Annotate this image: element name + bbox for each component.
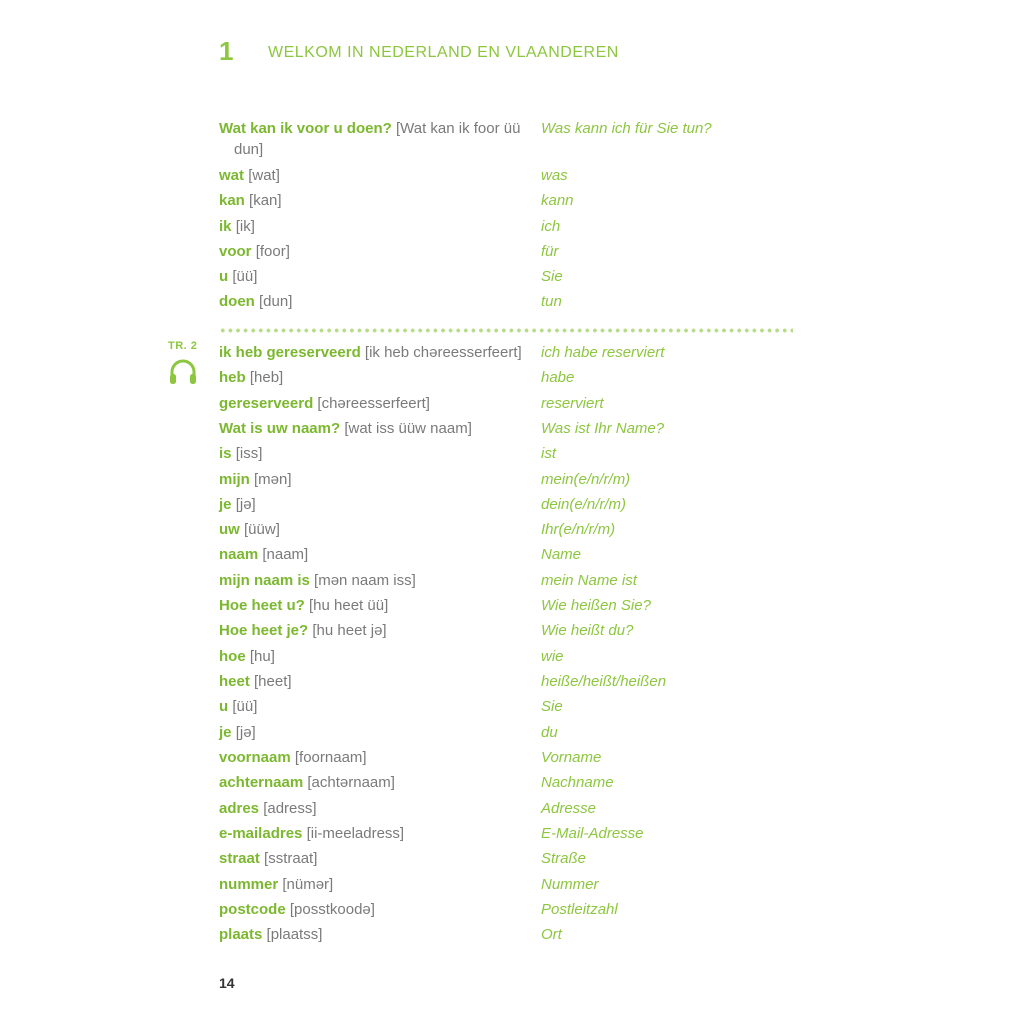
german-translation: was [541,167,568,184]
pronunciation: [posstkoodə] [289,901,375,918]
pronunciation: [jə] [235,496,256,513]
german-translation: Wie heißen Sie? [541,597,651,614]
pronunciation: [foor] [255,243,290,260]
pronunciation: [plaatss] [266,926,323,943]
german-translation: Straße [541,850,587,867]
vocab-term [219,620,524,641]
dutch-term: Hoe heet u? [219,597,305,614]
dutch-term: Wat is uw naam? [219,420,341,437]
vocab-term [219,924,524,945]
pronunciation: [wat] [248,167,280,184]
dutch-term: u [219,698,229,715]
dutch-term: voor [219,243,252,260]
pronunciation: [hu] [249,648,275,665]
german-translation: mein Name ist [541,572,637,589]
german-translation: E-Mail-Adresse [541,825,644,842]
vocab-term [219,418,524,439]
vocab-term [219,823,524,844]
pronunciation: [achtərnaam] [307,774,395,791]
german-translation: Nachname [541,774,614,791]
pronunciation: [ik] [235,218,255,235]
german-translation: Was kann ich für Sie tun? [541,120,712,137]
dutch-term: mijn naam is [219,572,310,589]
chapter-number: 1 [219,36,234,66]
dutch-term: Hoe heet je? [219,622,309,639]
dutch-term: u [219,268,229,285]
german-translation: dein(e/n/r/m) [541,496,627,513]
vocab-term [219,544,524,565]
dutch-term: ik heb gereserveerd [219,344,361,361]
german-translation: du [541,724,558,741]
dutch-term: doen [219,293,255,310]
dutch-term: gereserveerd [219,395,314,412]
vocab-term [219,899,524,920]
vocab-term [219,118,539,160]
vocab-term [219,671,524,692]
vocab-term [219,216,524,237]
vocab-term [219,798,524,819]
german-translation: Vorname [541,749,602,766]
vocab-term [219,570,524,591]
dutch-term: uw [219,521,240,538]
pronunciation: [kan] [249,192,282,209]
pronunciation: [üü] [232,268,258,285]
german-translation: heiße/heißt/heißen [541,673,667,690]
vocab-term [219,519,524,540]
dutch-term: is [219,445,232,462]
vocab-term [219,393,524,414]
pronunciation: [Wat kan ik foor üü dun] [234,120,521,158]
german-translation: habe [541,369,575,386]
vocab-term [219,722,524,743]
dutch-term: heb [219,369,246,386]
german-translation: Ihr(e/n/r/m) [541,521,616,538]
german-translation: Was ist Ihr Name? [541,420,665,437]
german-translation: wie [541,648,564,665]
vocab-term [219,646,524,667]
dutch-term: wat [219,167,245,184]
pronunciation: [sstraat] [264,850,318,867]
pronunciation: [foornaam] [294,749,367,766]
vocab-term [219,190,524,211]
pronunciation: [chəreesserfeert] [317,395,430,412]
dutch-term: je [219,496,232,513]
vocab-term [219,696,524,717]
dutch-term: mijn [219,471,250,488]
german-translation: Adresse [541,800,597,817]
vocab-term [219,848,524,869]
pronunciation: [dun] [259,293,293,310]
dutch-term: nummer [219,876,279,893]
dutch-term: Wat kan ik voor u doen? [219,120,392,137]
pronunciation: [mən] [254,471,292,488]
german-translation: Postleitzahl [541,901,618,918]
pronunciation: [üüw] [244,521,280,538]
dutch-term: heet [219,673,250,690]
vocab-term [219,266,524,287]
chapter-title: WELKOM IN NEDERLAND EN VLAANDEREN [268,44,619,61]
vocab-term [219,469,524,490]
vocab-term [219,291,524,312]
vocab-term [219,443,524,464]
dutch-term: ik [219,218,232,235]
german-translation: für [541,243,559,260]
pronunciation: [wat iss üüw naam] [344,420,472,437]
vocab-term [219,494,524,515]
headphones-icon [168,358,198,386]
pronunciation: [hu heet jə] [312,622,387,639]
pronunciation: [heb] [249,369,284,386]
dutch-term: e-mailadres [219,825,303,842]
pronunciation: [heet] [254,673,292,690]
pronunciation: [üü] [232,698,258,715]
pronunciation: [naam] [262,546,309,563]
pronunciation: [iss] [235,445,263,462]
pronunciation: [ii-meeladress] [306,825,405,842]
dutch-term: plaats [219,926,263,943]
german-translation: reserviert [541,395,604,412]
dotted-divider [219,328,793,333]
vocab-term [219,747,524,768]
page-number: 14 [219,975,235,991]
pronunciation: [hu heet üü] [309,597,389,614]
dutch-term: hoe [219,648,246,665]
vocab-term [219,342,524,363]
german-translation: ich habe reserviert [541,344,665,361]
german-translation: Sie [541,268,563,285]
german-translation: ist [541,445,556,462]
dutch-term: voornaam [219,749,291,766]
pronunciation: [ik heb chəreesserfeert] [364,344,522,361]
dutch-term: je [219,724,232,741]
vocab-term [219,165,524,186]
dutch-term: straat [219,850,260,867]
pronunciation: [mən naam iss] [314,572,416,589]
dutch-term: adres [219,800,260,817]
german-translation: tun [541,293,562,310]
german-translation: Nummer [541,876,599,893]
german-translation: mein(e/n/r/m) [541,471,631,488]
track-label: TR. 2 [168,340,198,352]
german-translation: ich [541,218,561,235]
german-translation: Ort [541,926,562,943]
dutch-term: naam [219,546,259,563]
german-translation: kann [541,192,574,209]
vocab-term [219,241,524,262]
german-translation: Sie [541,698,563,715]
dutch-term: achternaam [219,774,304,791]
pronunciation: [nümər] [282,876,334,893]
dutch-term: kan [219,192,245,209]
dutch-term: postcode [219,901,286,918]
pronunciation: [jə] [235,724,256,741]
vocab-term [219,595,524,616]
german-translation: Name [541,546,582,563]
vocab-term [219,772,524,793]
german-translation: Wie heißt du? [541,622,634,639]
vocab-term [219,367,524,388]
vocab-term [219,874,524,895]
pronunciation: [adress] [263,800,317,817]
